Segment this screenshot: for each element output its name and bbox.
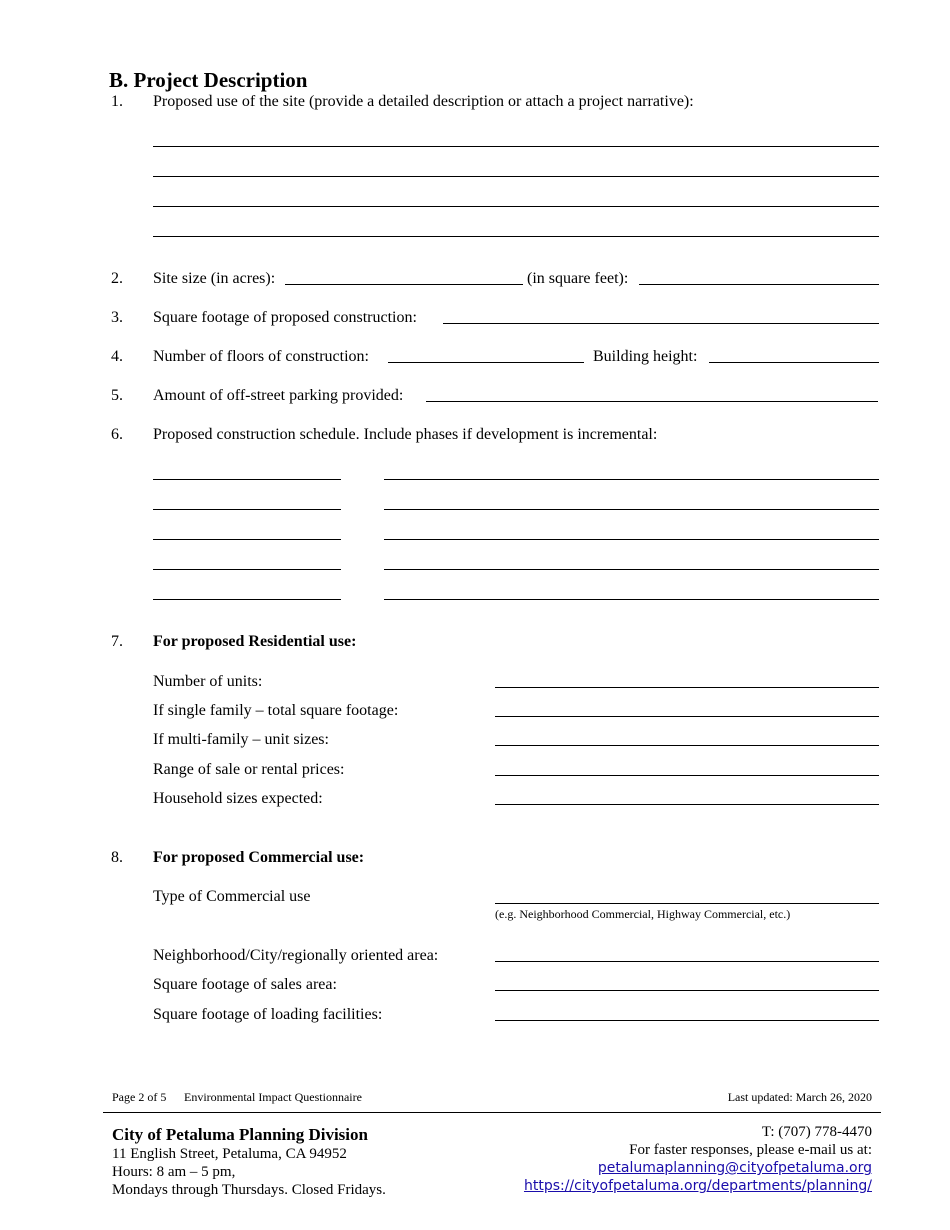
schedule-description-field-1[interactable]	[384, 479, 879, 480]
residential-multi-family-label: If multi-family – unit sizes:	[153, 731, 329, 748]
commercial-sales-field[interactable]	[495, 990, 879, 991]
q1-line-2[interactable]	[153, 176, 879, 177]
last-updated: Last updated: March 26, 2020	[727, 1090, 872, 1104]
commercial-sales-label: Square footage of sales area:	[153, 976, 337, 993]
email-link[interactable]: petalumaplanning@cityofpetaluma.org	[597, 1160, 872, 1176]
building-height-label: Building height:	[593, 348, 698, 365]
schedule-label: Proposed construction schedule. Include phases if development is incremental:	[153, 426, 658, 443]
residential-single-family-field[interactable]	[495, 716, 879, 717]
schedule-description-field-3[interactable]	[384, 539, 879, 540]
page-number: Page 2 of 5	[112, 1090, 167, 1104]
schedule-description-field-4[interactable]	[384, 569, 879, 570]
q1-label: Proposed use of the site (provide a detailed description or attach a project narrative):	[153, 93, 694, 110]
commercial-area-label: Neighborhood/City/regionally oriented area:	[153, 947, 439, 964]
site-sqft-field[interactable]	[639, 284, 879, 285]
residential-units-label: Number of units:	[153, 673, 263, 690]
residential-single-family-label: If single family – total square footage:	[153, 702, 399, 719]
residential-household-label: Household sizes expected:	[153, 790, 323, 807]
commercial-area-field[interactable]	[495, 961, 879, 962]
footer-divider	[103, 1112, 881, 1113]
floors-label: Number of floors of construction:	[153, 348, 369, 365]
schedule-description-field-5[interactable]	[384, 599, 879, 600]
item-number-8: 8.	[111, 849, 123, 866]
org-name: City of Petaluma Planning Division	[112, 1125, 368, 1144]
residential-prices-field[interactable]	[495, 775, 879, 776]
item-number-3: 3.	[111, 309, 123, 326]
email-prompt: For faster responses, please e-mail us at:	[629, 1142, 872, 1158]
item-number-5: 5.	[111, 387, 123, 404]
residential-units-field[interactable]	[495, 687, 879, 688]
schedule-description-field-2[interactable]	[384, 509, 879, 510]
residential-prices-label: Range of sale or rental prices:	[153, 761, 345, 778]
q1-line-3[interactable]	[153, 206, 879, 207]
org-hours: Hours: 8 am – 5 pm,	[112, 1164, 236, 1180]
residential-heading: For proposed Residential use:	[153, 633, 357, 650]
q1-line-1[interactable]	[153, 146, 879, 147]
item-number-4: 4.	[111, 348, 123, 365]
website-link[interactable]: https://cityofpetaluma.org/departments/planning/	[523, 1178, 872, 1194]
parking-field[interactable]	[426, 401, 878, 402]
item-number-7: 7.	[111, 633, 123, 650]
section-title: B. Project Description	[109, 68, 308, 92]
commercial-heading: For proposed Commercial use:	[153, 849, 365, 866]
q1-line-4[interactable]	[153, 236, 879, 237]
residential-multi-family-field[interactable]	[495, 745, 879, 746]
schedule-phase-field-5[interactable]	[153, 599, 341, 600]
phone-number: T: (707) 778-4470	[761, 1124, 872, 1140]
construction-sqft-field[interactable]	[443, 323, 879, 324]
org-address: 11 English Street, Petaluma, CA 94952	[112, 1146, 347, 1162]
commercial-type-label: Type of Commercial use	[153, 888, 311, 905]
item-number-6: 6.	[111, 426, 123, 443]
parking-label: Amount of off-street parking provided:	[153, 387, 404, 404]
schedule-phase-field-3[interactable]	[153, 539, 341, 540]
site-acres-field[interactable]	[285, 284, 523, 285]
item-number-1: 1.	[111, 93, 123, 110]
site-acres-label: Site size (in acres):	[153, 270, 276, 287]
residential-household-field[interactable]	[495, 804, 879, 805]
item-number-2: 2.	[111, 270, 123, 287]
commercial-loading-label: Square footage of loading facilities:	[153, 1006, 383, 1023]
floors-field[interactable]	[388, 362, 584, 363]
document-name: Environmental Impact Questionnaire	[184, 1090, 362, 1104]
commercial-loading-field[interactable]	[495, 1020, 879, 1021]
schedule-phase-field-2[interactable]	[153, 509, 341, 510]
schedule-phase-field-1[interactable]	[153, 479, 341, 480]
building-height-field[interactable]	[709, 362, 879, 363]
site-sqft-label: (in square feet):	[527, 270, 629, 287]
commercial-type-hint: (e.g. Neighborhood Commercial, Highway Commercial, etc.)	[495, 907, 791, 921]
org-days: Mondays through Thursdays. Closed Fridays.	[112, 1182, 386, 1198]
commercial-type-field[interactable]	[495, 903, 879, 904]
construction-sqft-label: Square footage of proposed construction:	[153, 309, 417, 326]
schedule-phase-field-4[interactable]	[153, 569, 341, 570]
